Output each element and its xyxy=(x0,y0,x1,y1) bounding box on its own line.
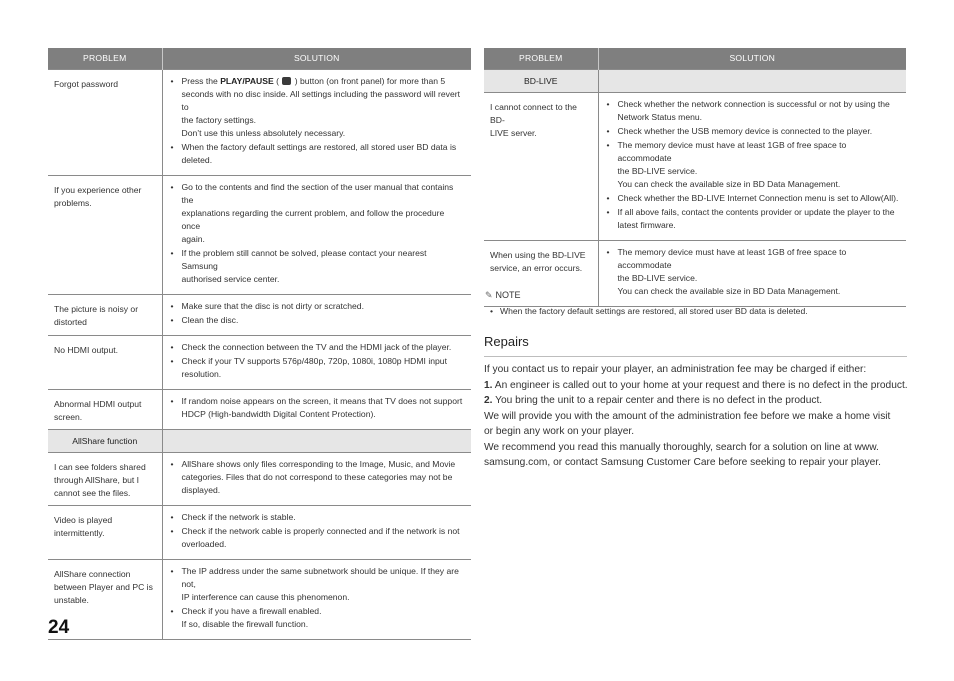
solution-line: • The memory device must have at least 1GB of free space to accommodate xyxy=(617,140,847,163)
problem-cell xyxy=(48,453,162,506)
solution-item xyxy=(171,247,466,286)
note-label: NOTE xyxy=(495,290,521,300)
section-row xyxy=(48,430,471,453)
problem-line: Abnormal HDMI output xyxy=(54,399,142,409)
solution-cell xyxy=(598,93,906,241)
solution-text: Press the xyxy=(181,76,221,86)
solution-line: the BD-LIVE service. xyxy=(617,273,698,283)
solution-item xyxy=(171,314,466,327)
solution-item xyxy=(171,355,466,381)
solution-item xyxy=(171,395,466,421)
problem-cell xyxy=(484,93,598,241)
problem-line: Forgot password xyxy=(54,79,119,89)
solution-line: • If the problem still cannot be solved, please contact your nearest Samsung xyxy=(181,248,427,271)
solution-item xyxy=(607,98,901,124)
solution-line: Network Status menu. xyxy=(617,112,703,122)
problem-column-header: PROBLEM xyxy=(48,48,162,70)
solution-item xyxy=(607,139,901,191)
table-row xyxy=(48,295,471,336)
table-row xyxy=(484,93,906,241)
problem-line: problems. xyxy=(54,198,92,208)
solution-line: authorised service center. xyxy=(181,274,280,284)
solution-item xyxy=(171,141,466,167)
solution-line: categories. Files that do not correspond to these categories may not be xyxy=(181,472,453,482)
solution-item xyxy=(171,565,466,604)
solution-line: Don’t use this unless absolutely necessary. xyxy=(181,128,346,138)
solution-item xyxy=(171,511,466,524)
solution-line: • Make sure that the disc is not dirty or scratched. xyxy=(181,301,364,311)
solution-item xyxy=(171,605,466,631)
solution-list xyxy=(171,395,466,421)
note-item: • When the factory default settings are restored, all stored user BD data is deleted. xyxy=(500,306,808,316)
table-row xyxy=(48,336,471,390)
solution-cell xyxy=(162,453,471,506)
paragraph-line: We recommend you read this manually thoroughly, search for a solution on line at www. xyxy=(484,441,879,453)
solution-column-header: SOLUTION xyxy=(162,48,471,70)
repairs-item-1 xyxy=(484,378,914,394)
play-pause-icon xyxy=(282,77,291,85)
solution-line: • When the factory default settings are restored, all stored user BD data is xyxy=(181,142,457,152)
solution-list xyxy=(171,565,466,631)
problem-line: screen. xyxy=(54,412,83,422)
solution-line: displayed. xyxy=(181,485,221,495)
solution-list xyxy=(607,98,901,232)
problem-cell xyxy=(48,390,162,430)
repairs-item-2 xyxy=(484,393,914,409)
solution-item xyxy=(607,246,901,298)
solution-line: • Check if your TV supports 576p/480p, 720p, 1080i, 1080p HDMI input xyxy=(181,356,447,366)
solution-cell xyxy=(162,506,471,560)
problem-line: When using the BD-LIVE xyxy=(490,250,586,260)
problem-line: unstable. xyxy=(54,595,89,605)
repairs-paragraph-recommend xyxy=(484,440,914,471)
repairs-paragraph-fee xyxy=(484,409,914,440)
problem-line: No HDMI output. xyxy=(54,345,118,355)
solution-list xyxy=(171,75,466,167)
solution-item xyxy=(171,181,466,246)
solution-item xyxy=(171,458,466,497)
paragraph-line: samsung.com, or contact Samsung Customer Care before seeking to repair your player. xyxy=(484,457,881,468)
problem-line: intermittently. xyxy=(54,528,105,538)
problem-cell xyxy=(48,336,162,390)
item-number: 2. xyxy=(484,395,493,406)
solution-item xyxy=(607,206,901,232)
solution-line: • Clean the disc. xyxy=(181,315,239,325)
problem-line: The picture is noisy or xyxy=(54,304,139,314)
solution-line: • AllShare shows only files corresponding to the Image, Music, and Movie xyxy=(181,459,456,469)
table-row xyxy=(48,390,471,430)
problem-line: Video is played xyxy=(54,515,113,525)
repairs-divider xyxy=(484,356,907,357)
paragraph-line: or begin any work on your player. xyxy=(484,426,635,437)
solution-text: ) button (on front panel) for more than 5 xyxy=(292,76,446,86)
solution-line: • Check the connection between the TV and the HDMI jack of the player. xyxy=(181,342,452,352)
problem-line: LIVE server. xyxy=(490,128,537,138)
solution-item xyxy=(171,75,466,140)
solution-line: • The memory device must have at least 1GB of free space to accommodate xyxy=(617,247,847,270)
problem-line: between Player and PC is xyxy=(54,582,153,592)
solution-cell xyxy=(162,176,471,295)
section-empty-cell xyxy=(162,430,471,453)
table-row xyxy=(484,241,906,307)
solution-line: HDCP (High-bandwidth Digital Content Protection). xyxy=(181,409,376,419)
problem-line: I cannot connect to the BD- xyxy=(490,102,577,125)
solution-cell xyxy=(162,295,471,336)
solution-cell xyxy=(162,70,471,176)
solution-text: ( xyxy=(273,76,282,86)
solution-line: explanations regarding the current problem, and follow the procedure once xyxy=(181,208,445,231)
solution-list xyxy=(171,341,466,381)
problem-cell xyxy=(48,70,162,176)
item-text: You bring the unit to a repair center and there is no defect in the product. xyxy=(492,395,823,406)
repairs-heading: Repairs xyxy=(484,334,529,349)
solution-line: deleted. xyxy=(181,155,213,165)
play-pause-button-label: PLAY/PAUSE xyxy=(220,76,274,86)
problem-line: If you experience other xyxy=(54,185,142,195)
problem-line: I can see folders shared xyxy=(54,462,146,472)
solution-list xyxy=(171,181,466,286)
troubleshooting-table-left xyxy=(48,48,471,640)
pencil-icon: ✎ xyxy=(485,290,493,300)
solution-line: You can check the available size in BD Data Management. xyxy=(617,179,841,189)
note-heading xyxy=(485,290,521,301)
solution-line: • Check whether the network connection is successful or not by using the xyxy=(617,99,890,109)
item-number: 1. xyxy=(484,379,493,391)
solution-list xyxy=(171,458,466,497)
table-row xyxy=(48,560,471,640)
section-title: BD-LIVE xyxy=(484,70,598,93)
solution-line: • Check if the network cable is properly connected and if the network is not xyxy=(181,526,460,536)
problem-line: through AllShare, but I xyxy=(54,475,140,485)
solution-item xyxy=(171,300,466,313)
solution-list xyxy=(607,246,901,298)
solution-line: • The IP address under the same subnetwork should be unique. If they are not, xyxy=(181,566,459,589)
solution-line: • Check whether the BD-LIVE Internet Connection menu is set to Allow(All). xyxy=(617,193,899,203)
page-number: 24 xyxy=(48,617,70,638)
troubleshooting-table-right xyxy=(484,48,906,307)
problem-line: distorted xyxy=(54,317,87,327)
solution-line: • If all above fails, contact the contents provider or update the player to the xyxy=(617,207,895,217)
problem-line: AllShare connection xyxy=(54,569,131,579)
section-row xyxy=(484,70,906,93)
solution-cell xyxy=(162,390,471,430)
repairs-intro: If you contact us to repair your player, an administration fee may be charged if either: xyxy=(484,364,867,375)
solution-line: again. xyxy=(181,234,205,244)
table-row xyxy=(48,70,471,176)
solution-line: • Check if you have a firewall enabled. xyxy=(181,606,322,616)
solution-item xyxy=(607,192,901,205)
item-text: An engineer is called out to your home at your request and there is no defect in the product. xyxy=(492,379,908,391)
paragraph-line: We will provide you with the amount of the administration fee before we make a home visit xyxy=(484,410,891,422)
solution-line xyxy=(182,75,466,88)
problem-cell xyxy=(48,295,162,336)
problem-line: cannot see the files. xyxy=(54,488,131,498)
solution-cell xyxy=(598,241,906,307)
solution-line: the factory settings. xyxy=(181,115,257,125)
solution-line: overloaded. xyxy=(181,539,227,549)
solution-cell xyxy=(162,336,471,390)
solution-item xyxy=(607,125,901,138)
solution-line: latest firmware. xyxy=(617,220,676,230)
solution-line: • Go to the contents and find the section of the user manual that contains the xyxy=(181,182,454,205)
solution-line: • If random noise appears on the screen, it means that TV does not support xyxy=(181,396,463,406)
solution-cell xyxy=(162,560,471,640)
solution-line: seconds with no disc inside. All settings including the password will revert to xyxy=(181,89,460,112)
solution-item xyxy=(171,341,466,354)
solution-column-header: SOLUTION xyxy=(598,48,906,70)
solution-list xyxy=(171,511,466,551)
section-title: AllShare function xyxy=(48,430,162,453)
problem-cell xyxy=(48,506,162,560)
problem-cell xyxy=(48,176,162,295)
solution-line: • Check whether the USB memory device is connected to the player. xyxy=(617,126,873,136)
solution-item xyxy=(171,525,466,551)
section-empty-cell xyxy=(598,70,906,93)
solution-line: the BD-LIVE service. xyxy=(617,166,698,176)
solution-line: You can check the available size in BD Data Management. xyxy=(617,286,841,296)
solution-line: • Check if the network is stable. xyxy=(181,512,296,522)
solution-line: IP interference can cause this phenomenon. xyxy=(181,592,350,602)
solution-list xyxy=(171,300,466,327)
problem-line: service, an error occurs. xyxy=(490,263,583,273)
solution-line: resolution. xyxy=(181,369,222,379)
table-row xyxy=(48,506,471,560)
problem-column-header: PROBLEM xyxy=(484,48,598,70)
table-row xyxy=(48,176,471,295)
solution-line: If so, disable the firewall function. xyxy=(181,619,309,629)
table-row xyxy=(48,453,471,506)
